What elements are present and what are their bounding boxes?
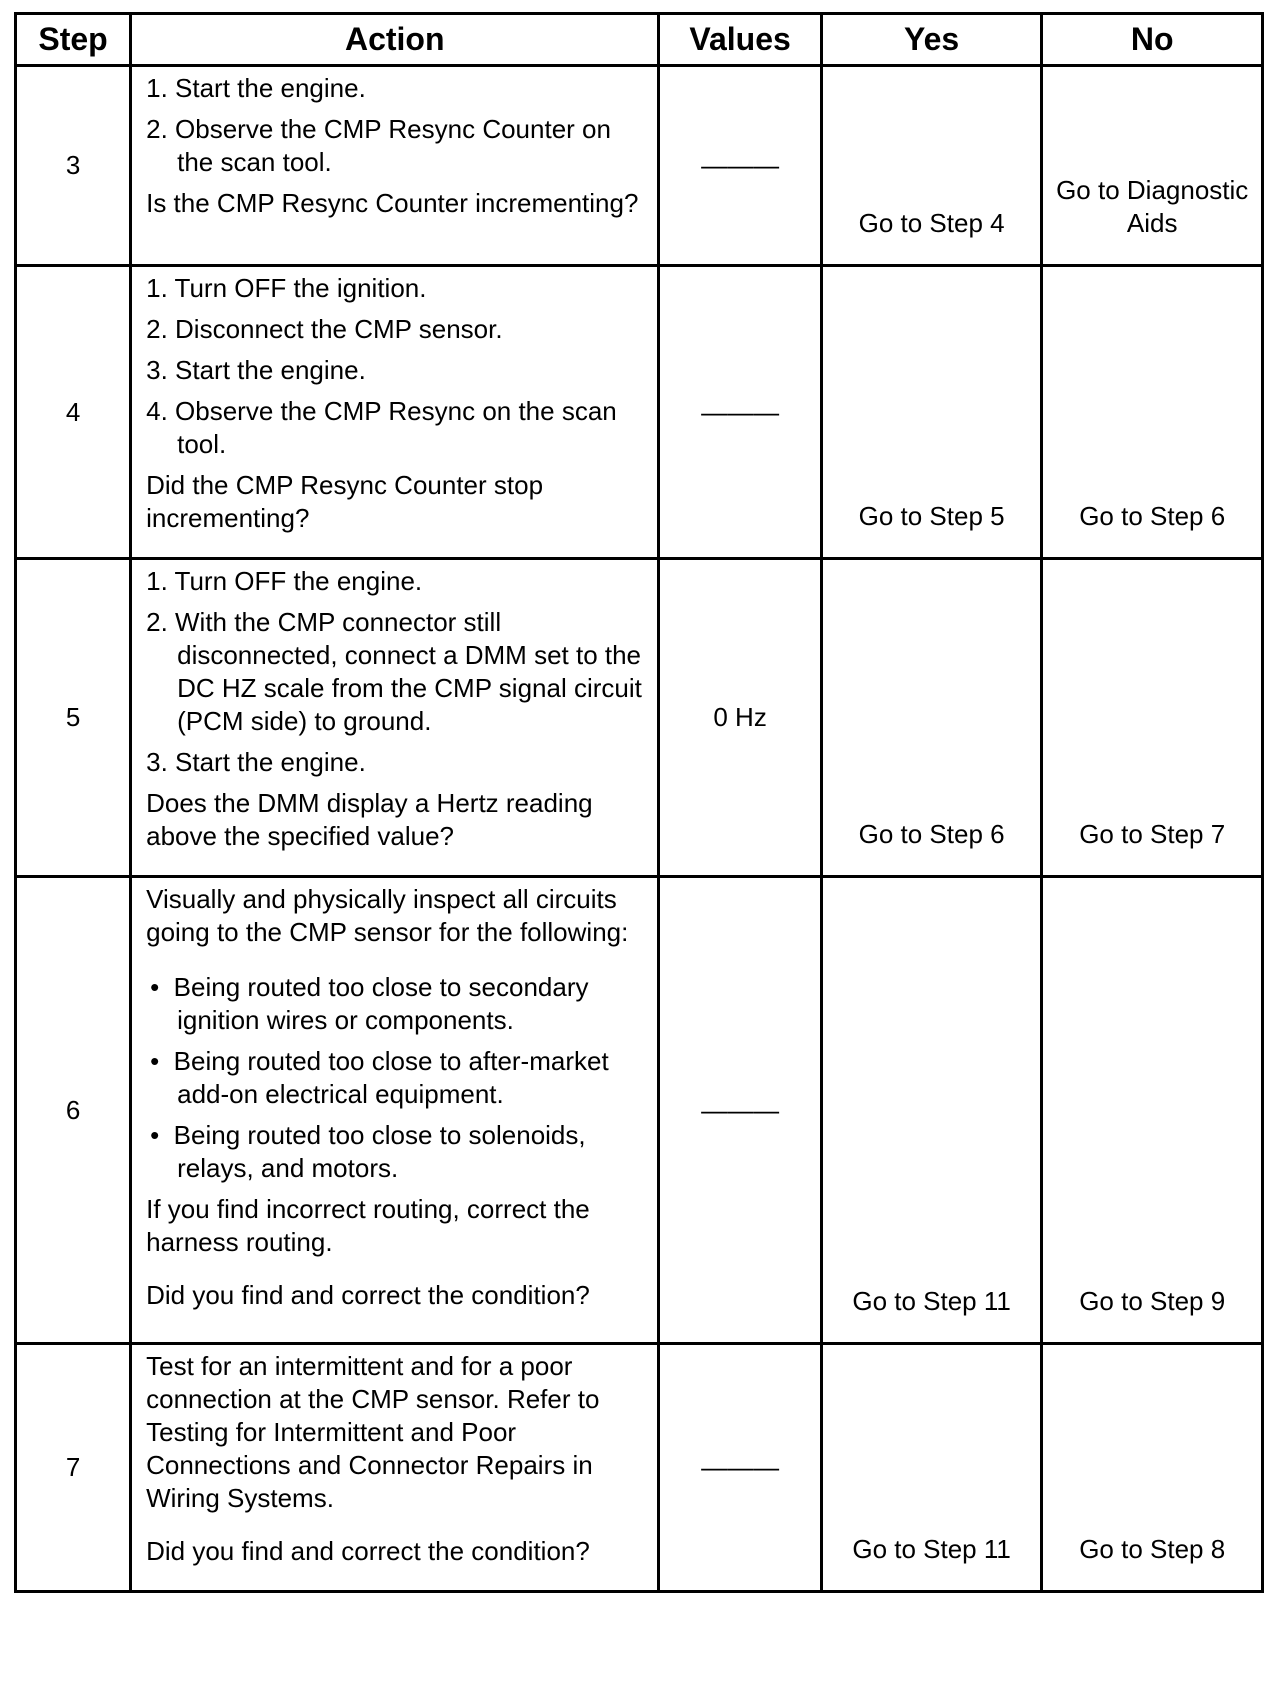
- table-row: [16, 266, 1263, 559]
- bullet-list: [146, 971, 647, 1185]
- action-question: Did the CMP Resync Counter stop incrementing?: [146, 470, 544, 533]
- values-cell: ———: [659, 266, 821, 559]
- action-cell: [131, 66, 659, 266]
- yes-cell: Go to Step 6: [821, 559, 1042, 877]
- table-row: [16, 66, 1263, 266]
- bullet-item: • Being routed too close to secondary ignition wires or components.: [150, 972, 589, 1035]
- action-question: Did you find and correct the condition?: [146, 1536, 590, 1566]
- diagnostic-table: [14, 12, 1264, 1593]
- yes-cell: Go to Step 11: [821, 877, 1042, 1344]
- bullet-item: • Being routed too close to solenoids, relays, and motors.: [150, 1120, 586, 1183]
- action-cell: [131, 266, 659, 559]
- action-item: 2. Disconnect the CMP sensor.: [146, 314, 503, 344]
- header-step: Step: [16, 14, 131, 66]
- no-cell: Go to Step 9: [1042, 877, 1263, 1344]
- action-question: Is the CMP Resync Counter incrementing?: [146, 188, 639, 218]
- action-item: 4. Observe the CMP Resync on the scan tool.: [146, 396, 617, 459]
- action-question: Does the DMM display a Hertz reading above the specified value?: [146, 788, 593, 851]
- step-number: 5: [16, 559, 131, 877]
- action-intro: Test for an intermittent and for a poor connection at the CMP sensor. Refer to Testing for Intermittent and Poor Connections and Connector Repairs in Wiring Systems.: [146, 1351, 600, 1513]
- table-row: [16, 559, 1263, 877]
- action-item: 1. Start the engine.: [146, 73, 366, 103]
- action-item: 3. Start the engine.: [146, 355, 366, 385]
- header-yes: Yes: [821, 14, 1042, 66]
- action-item: 3. Start the engine.: [146, 747, 366, 777]
- action-item: 1. Turn OFF the ignition.: [146, 273, 427, 303]
- action-item: 1. Turn OFF the engine.: [146, 566, 423, 596]
- yes-cell: Go to Step 4: [821, 66, 1042, 266]
- no-cell: Go to Step 8: [1042, 1344, 1263, 1592]
- action-cell: [131, 1344, 659, 1592]
- no-cell: Go to Diagnostic Aids: [1042, 66, 1263, 266]
- values-cell: ———: [659, 877, 821, 1344]
- header-row: [16, 14, 1263, 66]
- action-note: If you find incorrect routing, correct the harness routing.: [146, 1194, 590, 1257]
- action-question: Did you find and correct the condition?: [146, 1280, 590, 1310]
- header-no: No: [1042, 14, 1263, 66]
- bullet-item: • Being routed too close to after-market add-on electrical equipment.: [150, 1046, 609, 1109]
- yes-cell: Go to Step 5: [821, 266, 1042, 559]
- step-number: 4: [16, 266, 131, 559]
- values-cell: ———: [659, 66, 821, 266]
- header-action: Action: [131, 14, 659, 66]
- action-item: 2. With the CMP connector still disconnected, connect a DMM set to the DC HZ scale from the CMP signal circuit (PCM side) to ground.: [146, 607, 642, 736]
- action-item: 2. Observe the CMP Resync Counter on the scan tool.: [146, 114, 611, 177]
- step-number: 3: [16, 66, 131, 266]
- action-cell: [131, 877, 659, 1344]
- no-cell: Go to Step 7: [1042, 559, 1263, 877]
- step-number: 7: [16, 1344, 131, 1592]
- header-values: Values: [659, 14, 821, 66]
- step-number: 6: [16, 877, 131, 1344]
- table-row: [16, 1344, 1263, 1592]
- action-cell: [131, 559, 659, 877]
- table-row: [16, 877, 1263, 1344]
- no-cell: Go to Step 6: [1042, 266, 1263, 559]
- action-intro: Visually and physically inspect all circuits going to the CMP sensor for the following:: [146, 884, 629, 947]
- values-cell: 0 Hz: [659, 559, 821, 877]
- yes-cell: Go to Step 11: [821, 1344, 1042, 1592]
- values-cell: ———: [659, 1344, 821, 1592]
